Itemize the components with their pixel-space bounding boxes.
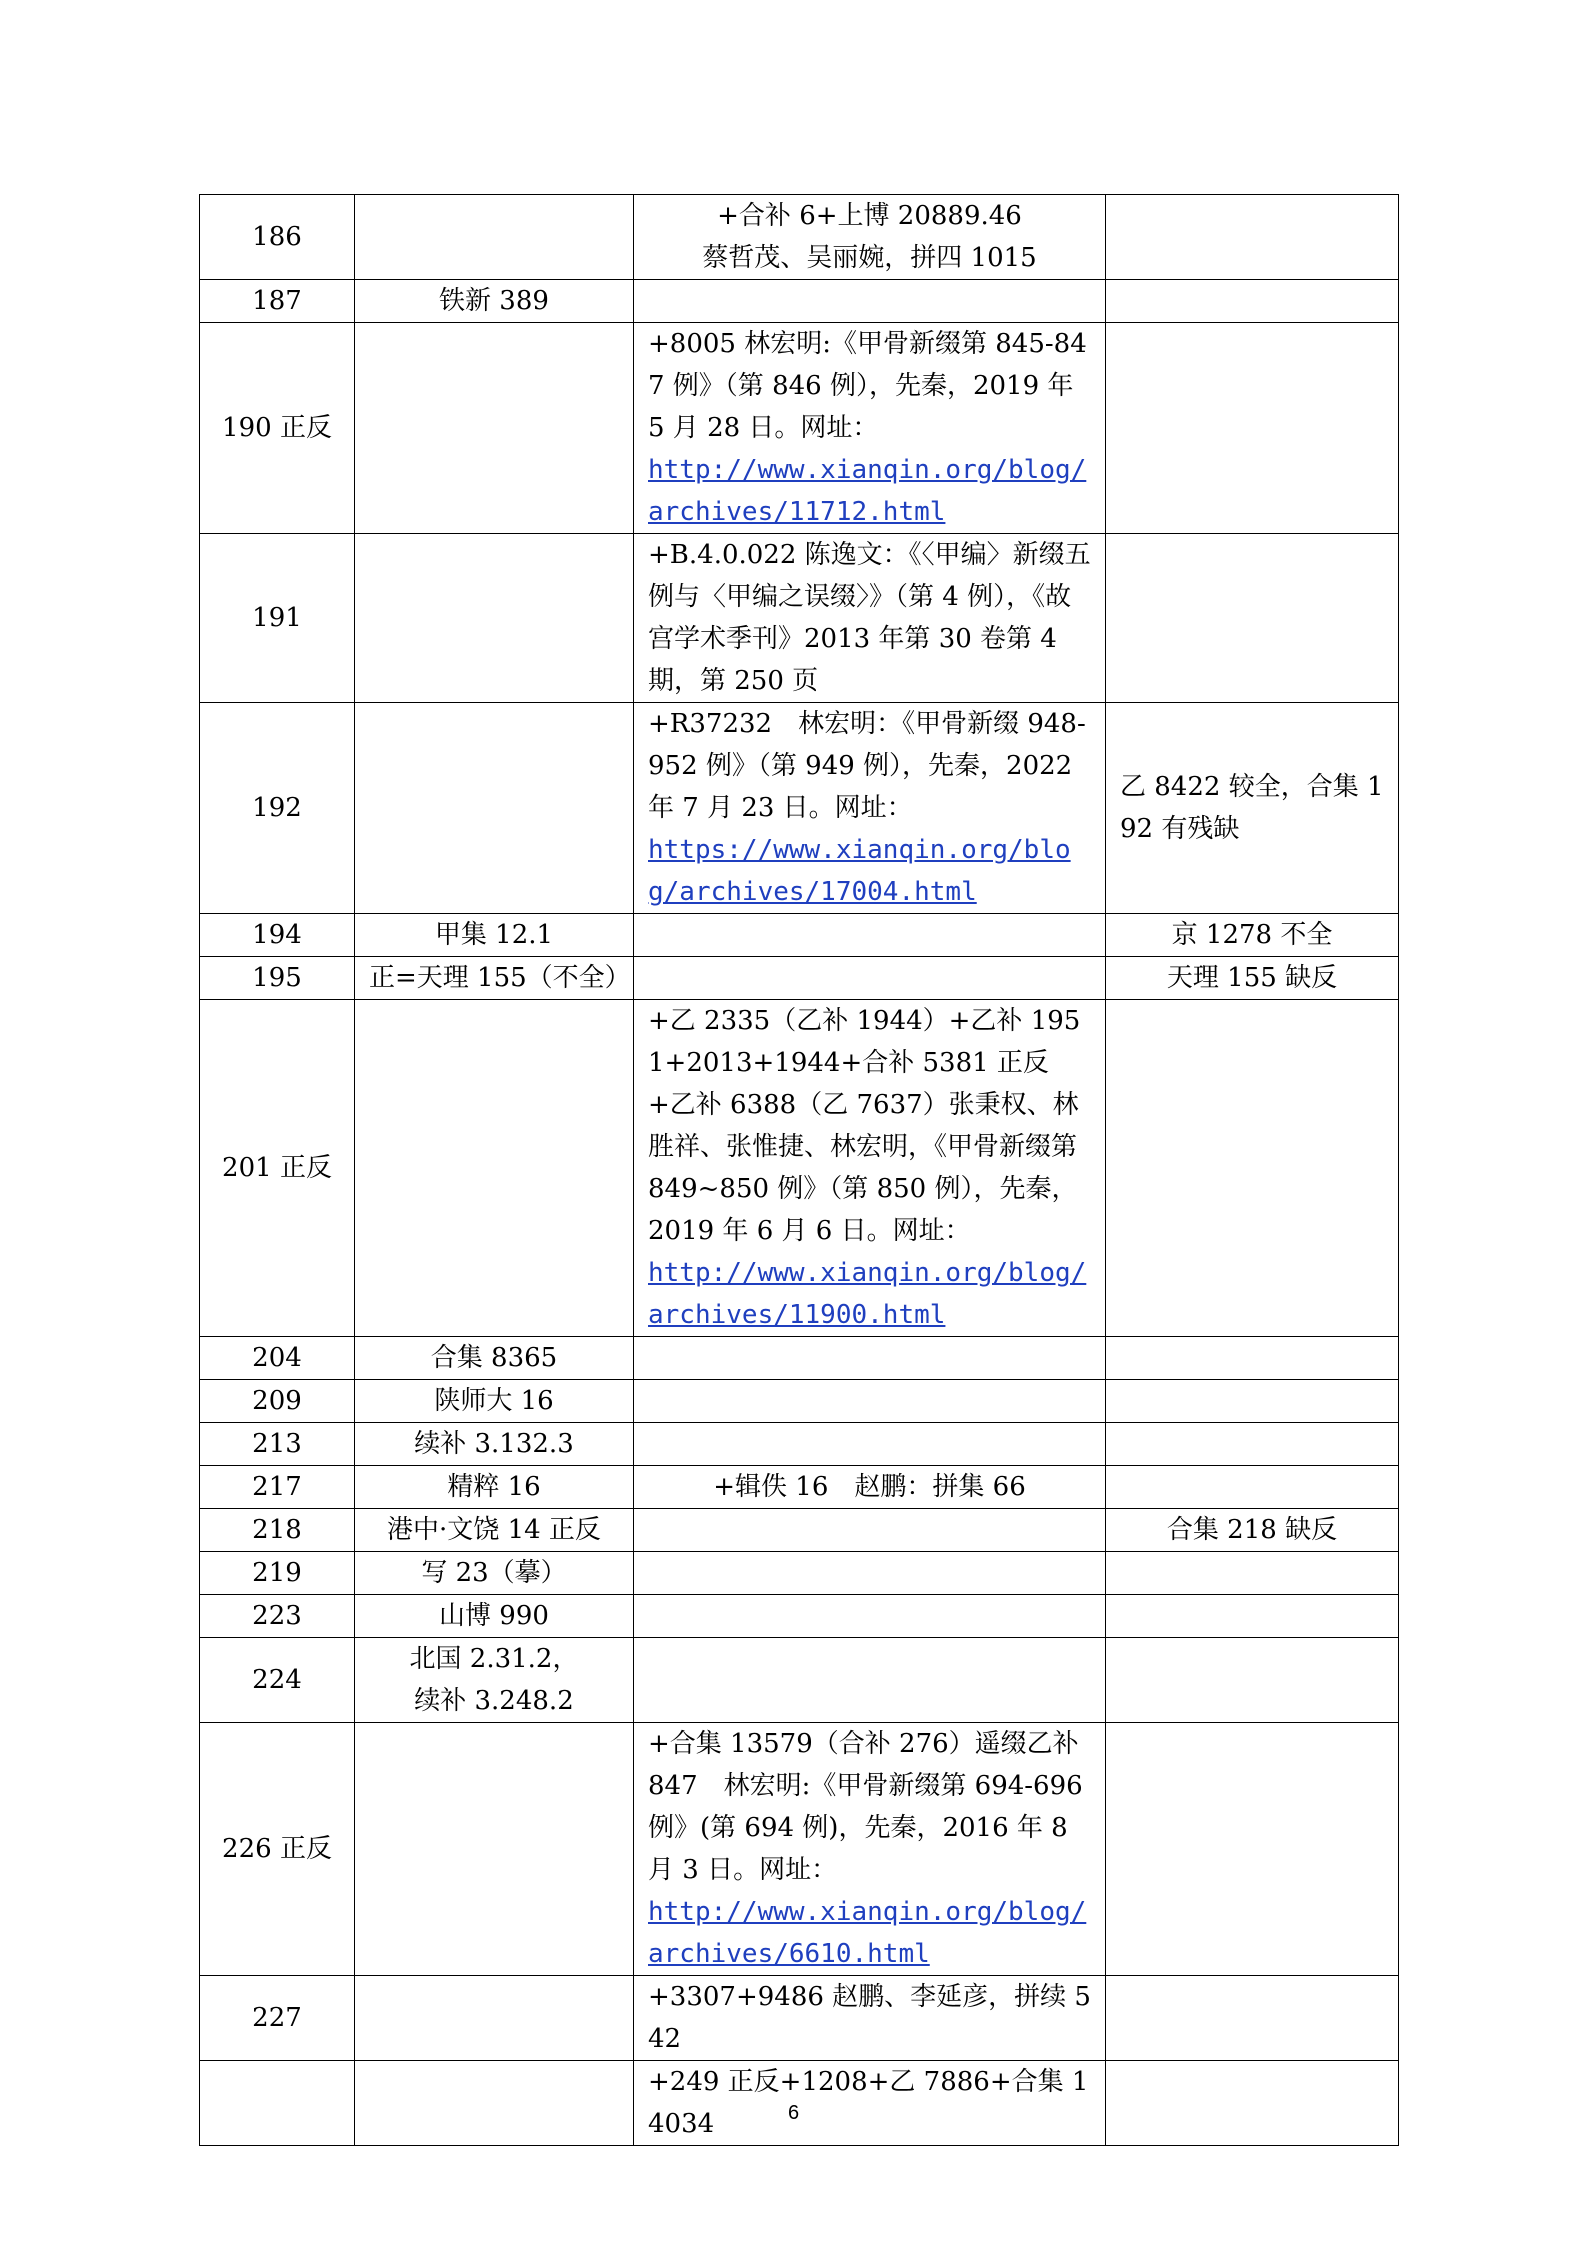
reference-link[interactable]: http://www.xianqin.org/blog/archives/6610.html [648,1897,1087,1969]
cell-text: 226 正反 [222,1834,332,1864]
cell-text: 山博 990 [439,1601,549,1631]
cell-note [1106,1552,1399,1595]
cell-text: 甲集 12.1 [434,920,554,950]
cell-note [1106,1976,1399,2061]
cell-source [355,957,634,1000]
cell-text: 港中·文饶 14 正反 [387,1515,601,1545]
cell-source [355,703,634,914]
cell-number [200,1509,355,1552]
cell-number [200,1723,355,1976]
table-row [200,914,1399,957]
cell-source [355,1509,634,1552]
cell-note [1106,1380,1399,1423]
cell-note [1106,957,1399,1000]
cell-text: 陕师大 16 [434,1386,554,1416]
cell-note [1106,1466,1399,1509]
cell-join [634,1423,1106,1466]
table-row [200,1723,1399,1976]
cell-number [200,957,355,1000]
cell-source [355,280,634,323]
cell-text: 正=天理 155（不全） [369,963,631,993]
cell-join [634,1509,1106,1552]
cell-join [634,534,1106,703]
cell-number [200,1552,355,1595]
reference-link[interactable]: http://www.xianqin.org/blog/archives/11712.html [648,455,1087,527]
cell-source [355,1000,634,1337]
cell-text: 乙 8422 较全，合集 192 有残缺 [1120,772,1384,844]
cell-note [1106,195,1399,280]
table-row [200,195,1399,280]
cell-text: +合集 13579（合补 276）遥缀乙补 847 林宏明:《甲骨新缀第 694-696 例》(第 694 例)，先秦，2016 年 8 月 3 日。网址： [648,1729,1083,1885]
cell-text: 天理 155 缺反 [1166,963,1338,993]
cell-note [1106,1337,1399,1380]
cell-number [200,914,355,957]
cell-note [1106,534,1399,703]
cell-text: 227 [252,2003,302,2033]
table-row [200,1595,1399,1638]
cell-text: 写 23（摹） [421,1558,567,1588]
cell-note [1106,914,1399,957]
table-row [200,1552,1399,1595]
cell-join [634,703,1106,914]
cell-text: +8005 林宏明:《甲骨新缀第 845-847 例》（第 846 例），先秦，2019 年 5 月 28 日。网址： [648,329,1087,443]
cell-join [634,1000,1106,1337]
table-row [200,1380,1399,1423]
cell-source [355,1638,634,1723]
cell-text: 219 [252,1558,302,1588]
cell-number [200,1423,355,1466]
cell-number [200,703,355,914]
cell-text: 京 1278 不全 [1171,920,1333,950]
cell-text: 合集 218 缺反 [1166,1515,1338,1545]
table-row [200,1466,1399,1509]
cell-join [634,1976,1106,2061]
table-row [200,1509,1399,1552]
cell-join [634,195,1106,280]
cell-text: 精粹 16 [447,1472,541,1502]
cell-source [355,195,634,280]
cell-note [1106,280,1399,323]
reference-link[interactable]: https://www.xianqin.org/blog/archives/17004.html [648,835,1071,907]
cell-note [1106,1509,1399,1552]
cell-text: 192 [252,793,302,823]
cell-join [634,1337,1106,1380]
cell-text: 209 [252,1386,302,1416]
table-row [200,703,1399,914]
cell-join [634,1638,1106,1723]
cell-source [355,1380,634,1423]
cell-source [355,1723,634,1976]
cell-number [200,1976,355,2061]
cell-number [200,280,355,323]
cell-text: +乙 2335（乙补 1944）+乙补 1951+2013+1944+合补 5381 正反+乙补 6388（乙 7637）张秉权、林胜祥、张惟捷、林宏明，《甲骨新缀第 849~850 例》（第 850 例），先秦，2019 年 6 月 6 日。网址： [648,1006,1081,1246]
cell-text: 218 [252,1515,302,1545]
catalog-table-body [200,195,1399,2146]
cell-text: 191 [252,603,302,633]
cell-number [200,1638,355,1723]
cell-join [634,1380,1106,1423]
cell-note [1106,1595,1399,1638]
cell-text: 224 [252,1665,302,1695]
cell-number [200,1466,355,1509]
table-row [200,957,1399,1000]
table-row [200,1976,1399,2061]
cell-text: 187 [252,286,302,316]
cell-number [200,1000,355,1337]
cell-source [355,1552,634,1595]
cell-source [355,323,634,534]
cell-text: 续补 3.248.2 [414,1686,574,1716]
cell-text: 195 [252,963,302,993]
cell-text: 合集 8365 [430,1343,558,1373]
cell-text: +辑佚 16 赵鹏：拼集 66 [713,1472,1026,1502]
cell-text: +B.4.0.022 陈逸文：《〈甲编〉新缀五例与〈甲编之误缀〉》（第 4 例），《故宫学术季刊》2013 年第 30 卷第 4 期，第 250 页 [648,540,1091,696]
cell-text: 续补 3.132.3 [414,1429,574,1459]
cell-text: 217 [252,1472,302,1502]
cell-text: +3307+9486 赵鹏、李延彦，拼续 542 [648,1982,1091,2054]
cell-text: 190 正反 [222,413,332,443]
table-row [200,1000,1399,1337]
cell-note [1106,1423,1399,1466]
cell-number [200,534,355,703]
cell-text: 213 [252,1429,302,1459]
cell-number [200,1595,355,1638]
cell-source [355,1337,634,1380]
cell-note [1106,1638,1399,1723]
cell-text: 铁新 389 [439,286,549,316]
cell-join [634,957,1106,1000]
cell-source [355,1595,634,1638]
cell-join [634,1466,1106,1509]
table-row [200,280,1399,323]
cell-text: 194 [252,920,302,950]
cell-text: 201 正反 [222,1153,332,1183]
cell-source [355,534,634,703]
page-number: 6 [787,2102,800,2124]
cell-source [355,1423,634,1466]
cell-source [355,914,634,957]
cell-number [200,195,355,280]
cell-source [355,1976,634,2061]
cell-text: 223 [252,1601,302,1631]
table-row [200,1337,1399,1380]
cell-text: +R37232 林宏明：《甲骨新缀 948-952 例》（第 949 例），先秦，2022 年 7 月 23 日。网址： [648,709,1086,823]
cell-number [200,1337,355,1380]
cell-text: 204 [252,1343,302,1373]
cell-number [200,323,355,534]
cell-text: 186 [252,222,302,252]
cell-note [1106,323,1399,534]
cell-join [634,1552,1106,1595]
cell-text: +合补 6+上博 20889.46 [717,201,1022,231]
cell-join [634,1723,1106,1976]
table-row [200,534,1399,703]
catalog-table [199,194,1399,2146]
table-row [200,1423,1399,1466]
cell-source [355,1466,634,1509]
cell-join [634,280,1106,323]
cell-note [1106,1000,1399,1337]
table-row [200,1638,1399,1723]
cell-join [634,914,1106,957]
table-row [200,323,1399,534]
cell-note [1106,1723,1399,1976]
cell-number [200,1380,355,1423]
cell-join [634,323,1106,534]
cell-note [1106,703,1399,914]
cell-text: 蔡哲茂、吴丽婉，拼四 1015 [702,243,1037,273]
cell-text: +249 正反+1208+乙 7886+合集 14034 [648,2067,1089,2139]
reference-link[interactable]: http://www.xianqin.org/blog/archives/11900.html [648,1258,1087,1330]
cell-text: 北国 2.31.2， [409,1644,579,1674]
cell-join [634,1595,1106,1638]
